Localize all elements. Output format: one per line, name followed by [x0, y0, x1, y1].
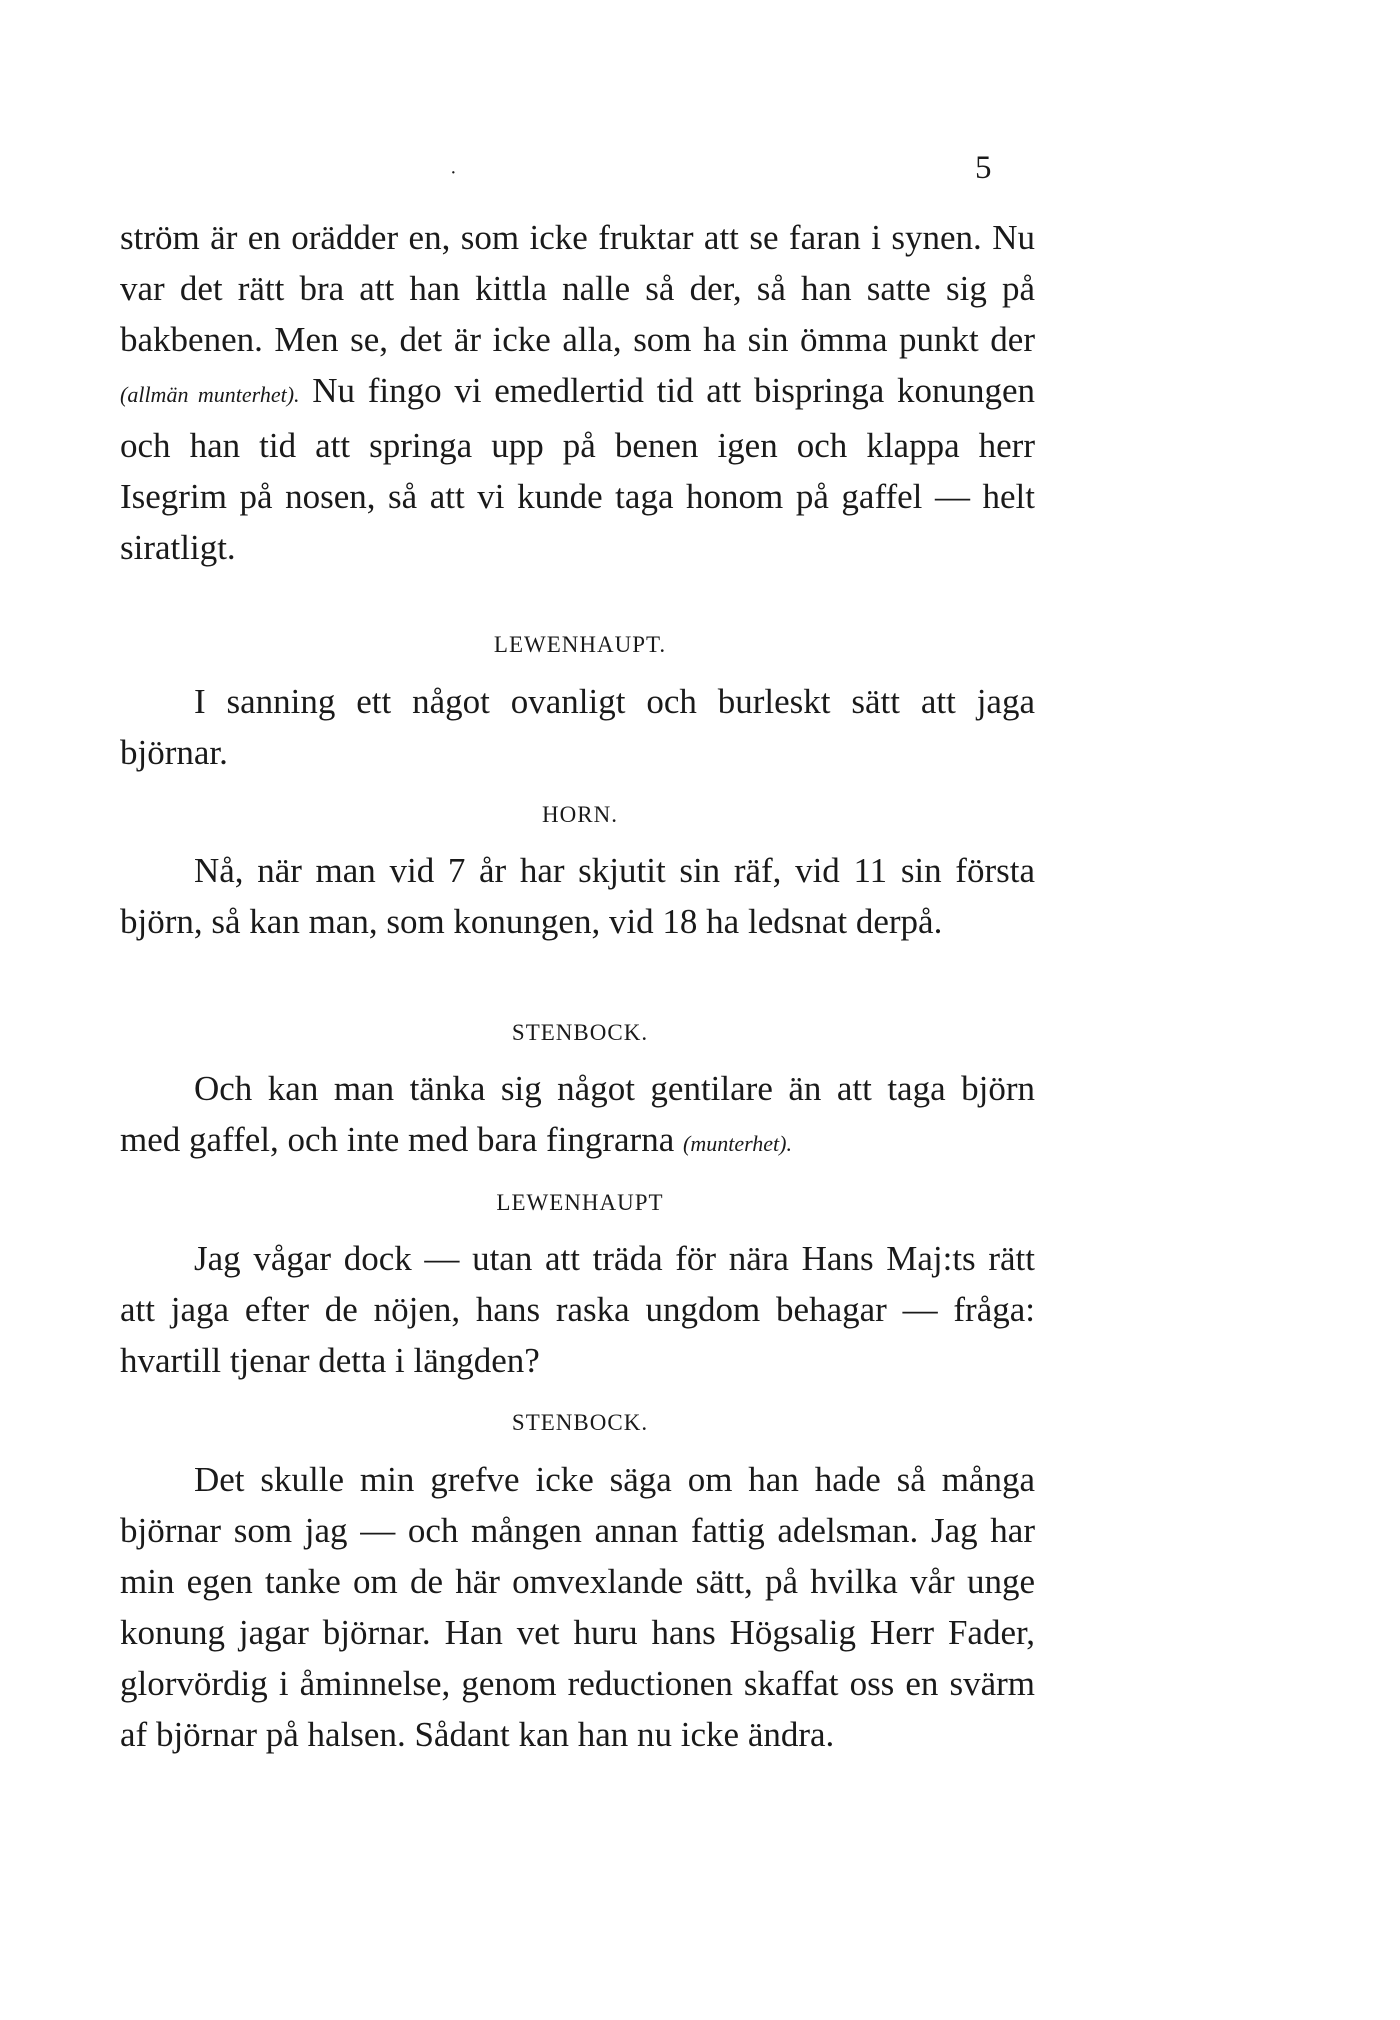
- speech-paragraph: Nå, när man vid 7 år har skjutit sin räf, vid 11 sin första björn, så kan man, som konungen, vid 18 ha ledsnat derpå.: [120, 851, 1035, 941]
- paragraph-text: ström är en orädder en, som icke fruktar att se faran i synen. Nu var det rätt bra att han kittla nalle så der, så han satte sig på bakbenen. Men se, det är icke alla, som ha sin ömma punkt der: [120, 218, 1035, 359]
- stage-direction: (allmän munterhet).: [120, 382, 300, 407]
- paragraph-text: Nu fingo vi emedlertid tid att bispringa konungen och han tid att springa upp på benen igen och klappa herr Isegrim på nosen, så att vi kunde taga honom på gaffel — helt siratligt.: [120, 371, 1036, 567]
- page-number: 5: [975, 150, 992, 186]
- printer-mark: ·: [450, 162, 457, 184]
- speech-paragraph: Det skulle min grefve icke säga om han hade så många björnar som jag — och mången annan fattig adelsman. Jag har min egen tanke om de här omvexlande sätt, på hvilka vår unge konung jagar björnar. Han vet huru hans Högsalig Herr Fader, glorvördig i åminnelse, genom reductionen skaffat oss en svärm af björnar på halsen. Sådant kan han nu icke ändra.: [120, 1460, 1035, 1754]
- speech-paragraph: Jag vågar dock — utan att träda för nära Hans Maj:ts rätt att jaga efter de nöjen, hans raska ungdom behagar — fråga: hvartill tjenar detta i längden?: [120, 1239, 1035, 1380]
- speaker-name: STENBOCK.: [511, 1410, 649, 1435]
- paragraph-text: Och kan man tänka sig något gentilare än att taga björn med gaffel, och inte med bara fingrarna: [120, 1069, 1035, 1159]
- speaker-name: LEWENHAUPT.: [493, 632, 667, 657]
- speaker-name: STENBOCK.: [511, 1020, 649, 1045]
- speech-paragraph: [120, 1063, 1035, 1169]
- speaker-name: HORN.: [542, 802, 618, 827]
- speech-paragraph: I sanning ett något ovanligt och burleskt sätt att jaga björnar.: [120, 682, 1035, 772]
- speaker-name: LEWENHAUPT: [496, 1190, 664, 1215]
- paragraph-continuation: [120, 212, 1035, 573]
- stage-direction: (munterhet).: [683, 1131, 792, 1156]
